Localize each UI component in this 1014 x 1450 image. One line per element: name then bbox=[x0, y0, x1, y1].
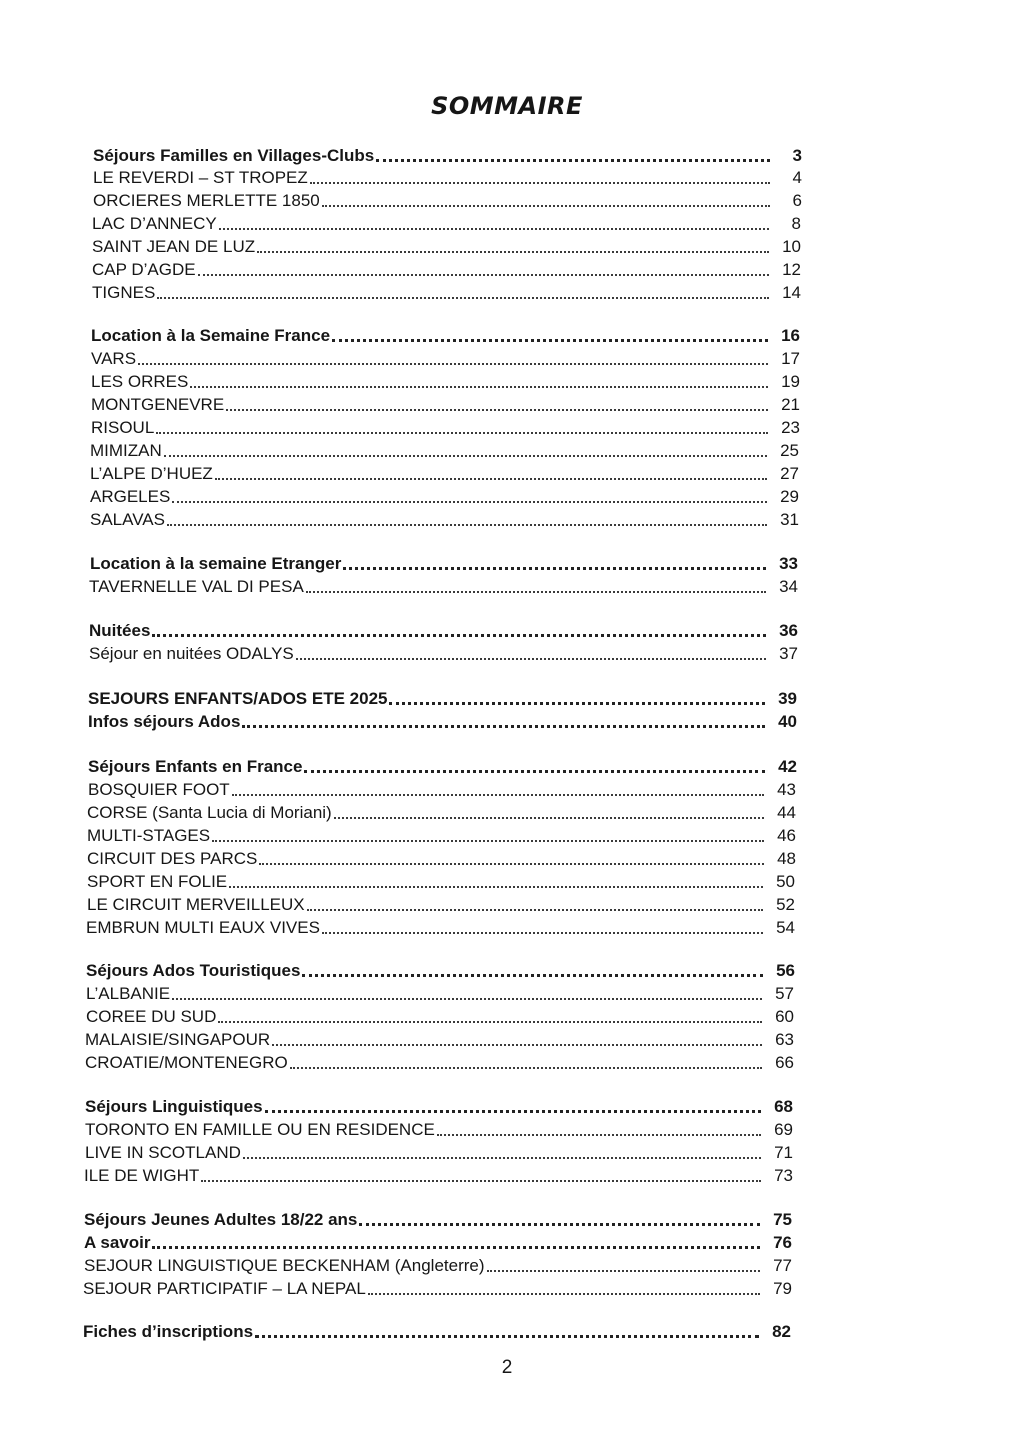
toc-entry bbox=[85, 1139, 793, 1163]
dot-leader bbox=[437, 1134, 761, 1136]
page-ref: 23 bbox=[781, 418, 800, 437]
toc-entry bbox=[89, 640, 798, 664]
toc-entry bbox=[85, 1049, 794, 1073]
entry-title: SPORT EN FOLIE bbox=[87, 872, 228, 891]
page-ref: 42 bbox=[778, 757, 797, 776]
dot-leader bbox=[334, 817, 764, 819]
section-title: Séjours Ados Touristiques bbox=[86, 961, 301, 980]
toc-entry bbox=[87, 799, 796, 823]
dot-leader bbox=[487, 1270, 760, 1272]
section-title: Séjours Linguistiques bbox=[85, 1097, 263, 1116]
entry-title: EMBRUN MULTI EAUX VIVES bbox=[86, 918, 320, 937]
dot-leader bbox=[172, 998, 762, 1000]
page-ref: 57 bbox=[775, 984, 794, 1003]
dot-leader bbox=[376, 159, 770, 162]
page-ref: 21 bbox=[781, 395, 800, 414]
toc-entry bbox=[92, 233, 801, 257]
toc-entry bbox=[87, 845, 796, 869]
toc-section-heading bbox=[89, 617, 798, 641]
page-ref: 48 bbox=[777, 849, 796, 868]
toc-entry bbox=[90, 437, 799, 461]
page-ref: 36 bbox=[779, 621, 798, 640]
toc-section-heading bbox=[88, 685, 797, 709]
toc-entry bbox=[91, 414, 800, 438]
toc-section-heading bbox=[83, 1318, 791, 1342]
entry-title: TORONTO EN FAMILLE OU EN RESIDENCE bbox=[85, 1120, 435, 1139]
entry-title: CIRCUIT DES PARCS bbox=[87, 849, 258, 868]
page-ref: 60 bbox=[775, 1007, 794, 1026]
entry-title: LE REVERDI – ST TROPEZ bbox=[93, 168, 308, 187]
entry-title: MONTGENEVRE bbox=[91, 395, 225, 414]
section-title: SEJOURS ENFANTS/ADOS ETE 2025 bbox=[88, 689, 388, 708]
page-ref: 66 bbox=[775, 1053, 794, 1072]
entry-title: L’ALBANIE bbox=[86, 984, 171, 1003]
dot-leader bbox=[156, 432, 768, 434]
dot-leader bbox=[310, 182, 770, 184]
toc-entry bbox=[83, 1275, 792, 1299]
entry-title: LES ORRES bbox=[91, 372, 189, 391]
dot-leader bbox=[232, 794, 764, 796]
dot-leader bbox=[212, 840, 764, 842]
page-ref: 50 bbox=[776, 872, 795, 891]
entry-title: RISOUL bbox=[91, 418, 155, 437]
dot-leader bbox=[152, 1246, 760, 1249]
dot-leader bbox=[157, 297, 769, 299]
section-title: Séjours Jeunes Adultes 18/22 ans bbox=[84, 1210, 358, 1229]
entry-title: MALAISIE/SINGAPOUR bbox=[85, 1030, 271, 1049]
entry-title: SEJOUR LINGUISTIQUE BECKENHAM (Angleterre) bbox=[84, 1256, 485, 1275]
entry-title: MULTI-STAGES bbox=[87, 826, 211, 845]
entry-title: LE CIRCUIT MERVEILLEUX bbox=[87, 895, 305, 914]
dot-leader bbox=[229, 886, 763, 888]
dot-leader bbox=[218, 1021, 762, 1023]
dot-leader bbox=[306, 591, 766, 593]
entry-title: ARGELES bbox=[90, 487, 171, 506]
page-ref: 56 bbox=[776, 961, 795, 980]
section-title: Séjours Enfants en France bbox=[88, 757, 303, 776]
dot-leader bbox=[167, 524, 767, 526]
page-ref: 71 bbox=[774, 1143, 793, 1162]
toc-section-heading bbox=[91, 322, 800, 346]
dot-leader bbox=[190, 386, 768, 388]
entry-title: BOSQUIER FOOT bbox=[88, 780, 230, 799]
entry-title: COREE DU SUD bbox=[86, 1007, 217, 1026]
dot-leader bbox=[272, 1044, 762, 1046]
toc-entry bbox=[90, 506, 799, 530]
page-ref: 76 bbox=[773, 1233, 792, 1252]
toc-entry bbox=[91, 345, 800, 369]
page-ref: 34 bbox=[779, 577, 798, 596]
dot-leader bbox=[368, 1293, 760, 1295]
page-ref: 3 bbox=[792, 146, 802, 165]
dot-leader bbox=[343, 567, 766, 570]
entry-title: CROATIE/MONTENEGRO bbox=[85, 1053, 288, 1072]
page-ref: 10 bbox=[782, 237, 801, 256]
toc-entry bbox=[86, 1003, 794, 1027]
page-ref: 19 bbox=[781, 372, 800, 391]
toc-entry bbox=[91, 368, 800, 392]
toc-section-heading bbox=[86, 957, 795, 981]
entry-title: TAVERNELLE VAL DI PESA bbox=[89, 577, 304, 596]
dot-leader bbox=[242, 725, 765, 728]
page-ref: 75 bbox=[773, 1210, 792, 1229]
toc-entry bbox=[84, 1252, 792, 1276]
page-ref: 17 bbox=[781, 349, 800, 368]
toc-entry bbox=[92, 210, 801, 234]
toc-section-heading bbox=[88, 753, 797, 777]
entry-title: Séjour en nuitées ODALYS bbox=[89, 644, 294, 663]
section-title: Fiches d’inscriptions bbox=[83, 1322, 254, 1341]
entry-title: LAC D’ANNECY bbox=[92, 214, 217, 233]
page-ref: 63 bbox=[775, 1030, 794, 1049]
dot-leader bbox=[359, 1223, 760, 1226]
page-ref: 52 bbox=[776, 895, 795, 914]
dot-leader bbox=[290, 1067, 762, 1069]
toc-entry bbox=[93, 164, 802, 188]
toc-entry bbox=[84, 1162, 793, 1186]
page-ref: 14 bbox=[782, 283, 801, 302]
page-ref: 6 bbox=[792, 191, 802, 210]
entry-title: SALAVAS bbox=[90, 510, 165, 529]
dot-leader bbox=[138, 363, 768, 365]
dot-leader bbox=[226, 409, 768, 411]
toc-section-heading bbox=[88, 708, 797, 732]
toc-section-heading bbox=[90, 550, 798, 574]
dot-leader bbox=[172, 501, 767, 503]
entry-title: ILE DE WIGHT bbox=[84, 1166, 200, 1185]
toc-entry bbox=[91, 391, 800, 415]
dot-leader bbox=[322, 932, 763, 934]
page-ref: 73 bbox=[774, 1166, 793, 1185]
page-ref: 69 bbox=[774, 1120, 793, 1139]
dot-leader bbox=[219, 228, 769, 230]
toc-section-heading bbox=[84, 1229, 792, 1253]
page-ref: 31 bbox=[780, 510, 799, 529]
page-ref: 54 bbox=[776, 918, 795, 937]
toc-entry bbox=[88, 776, 796, 800]
page-ref: 16 bbox=[781, 326, 800, 345]
toc-entry bbox=[87, 822, 796, 846]
page-ref: 33 bbox=[779, 554, 798, 573]
page-ref: 29 bbox=[780, 487, 799, 506]
page-ref: 37 bbox=[779, 644, 798, 663]
dot-leader bbox=[243, 1157, 761, 1159]
page-ref: 44 bbox=[777, 803, 796, 822]
entry-title: MIMIZAN bbox=[90, 441, 162, 460]
dot-leader bbox=[257, 251, 769, 253]
entry-title: ORCIERES MERLETTE 1850 bbox=[93, 191, 320, 210]
dot-leader bbox=[302, 974, 763, 977]
dot-leader bbox=[265, 1110, 761, 1113]
page-ref: 68 bbox=[774, 1097, 793, 1116]
toc-entry bbox=[85, 1026, 794, 1050]
page-ref: 77 bbox=[773, 1256, 792, 1275]
page-ref: 8 bbox=[791, 214, 801, 233]
toc-entry bbox=[86, 914, 795, 938]
entry-title: CORSE (Santa Lucia di Moriani) bbox=[87, 803, 332, 822]
page-ref: 4 bbox=[792, 168, 802, 187]
section-title: Séjours Familles en Villages-Clubs bbox=[93, 146, 375, 165]
dot-leader bbox=[304, 770, 765, 773]
toc-entry bbox=[93, 187, 802, 211]
page-ref: 25 bbox=[780, 441, 799, 460]
page-ref: 82 bbox=[772, 1322, 791, 1341]
dot-leader bbox=[332, 339, 768, 342]
dot-leader bbox=[389, 702, 765, 705]
toc-section-heading bbox=[84, 1206, 792, 1230]
dot-leader bbox=[307, 909, 763, 911]
dot-leader bbox=[198, 274, 769, 276]
dot-leader bbox=[255, 1335, 759, 1338]
dot-leader bbox=[322, 205, 770, 207]
page-number: 2 bbox=[501, 1357, 513, 1378]
toc-entry bbox=[86, 980, 794, 1004]
toc-entry bbox=[87, 891, 795, 915]
section-title: Nuitées bbox=[89, 621, 151, 640]
page-ref: 40 bbox=[778, 712, 797, 731]
toc-entry bbox=[92, 256, 801, 280]
dot-leader bbox=[215, 478, 767, 480]
entry-title: VARS bbox=[91, 349, 137, 368]
entry-title: SEJOUR PARTICIPATIF – LA NEPAL bbox=[83, 1279, 366, 1298]
entry-title: L’ALPE D’HUEZ bbox=[90, 464, 213, 483]
toc-entry bbox=[87, 868, 795, 892]
section-title: Location à la semaine Etranger bbox=[90, 554, 342, 573]
dot-leader bbox=[164, 455, 767, 457]
toc-entry bbox=[90, 460, 799, 484]
entry-title: SAINT JEAN DE LUZ bbox=[92, 237, 256, 256]
entry-title: LIVE IN SCOTLAND bbox=[85, 1143, 241, 1162]
toc-section-heading bbox=[93, 142, 802, 166]
page-ref: 79 bbox=[773, 1279, 792, 1298]
toc-entry bbox=[90, 483, 799, 507]
entry-title: CAP D’AGDE bbox=[92, 260, 196, 279]
toc-section-heading bbox=[85, 1093, 793, 1117]
entry-title: TIGNES bbox=[92, 283, 156, 302]
page-ref: 46 bbox=[777, 826, 796, 845]
toc-entry bbox=[92, 279, 801, 303]
section-title: Infos séjours Ados bbox=[88, 712, 241, 731]
section-title: Location à la Semaine France bbox=[91, 326, 331, 345]
page-ref: 12 bbox=[782, 260, 801, 279]
page-ref: 43 bbox=[777, 780, 796, 799]
dot-leader bbox=[152, 634, 766, 637]
page-ref: 39 bbox=[778, 689, 797, 708]
dot-leader bbox=[259, 863, 764, 865]
toc-entry bbox=[85, 1116, 793, 1140]
section-title: A savoir bbox=[84, 1233, 151, 1252]
dot-leader bbox=[296, 658, 766, 660]
toc-entry bbox=[89, 573, 798, 597]
page-ref: 27 bbox=[780, 464, 799, 483]
page-title: SOMMAIRE bbox=[431, 92, 583, 120]
dot-leader bbox=[201, 1180, 761, 1182]
